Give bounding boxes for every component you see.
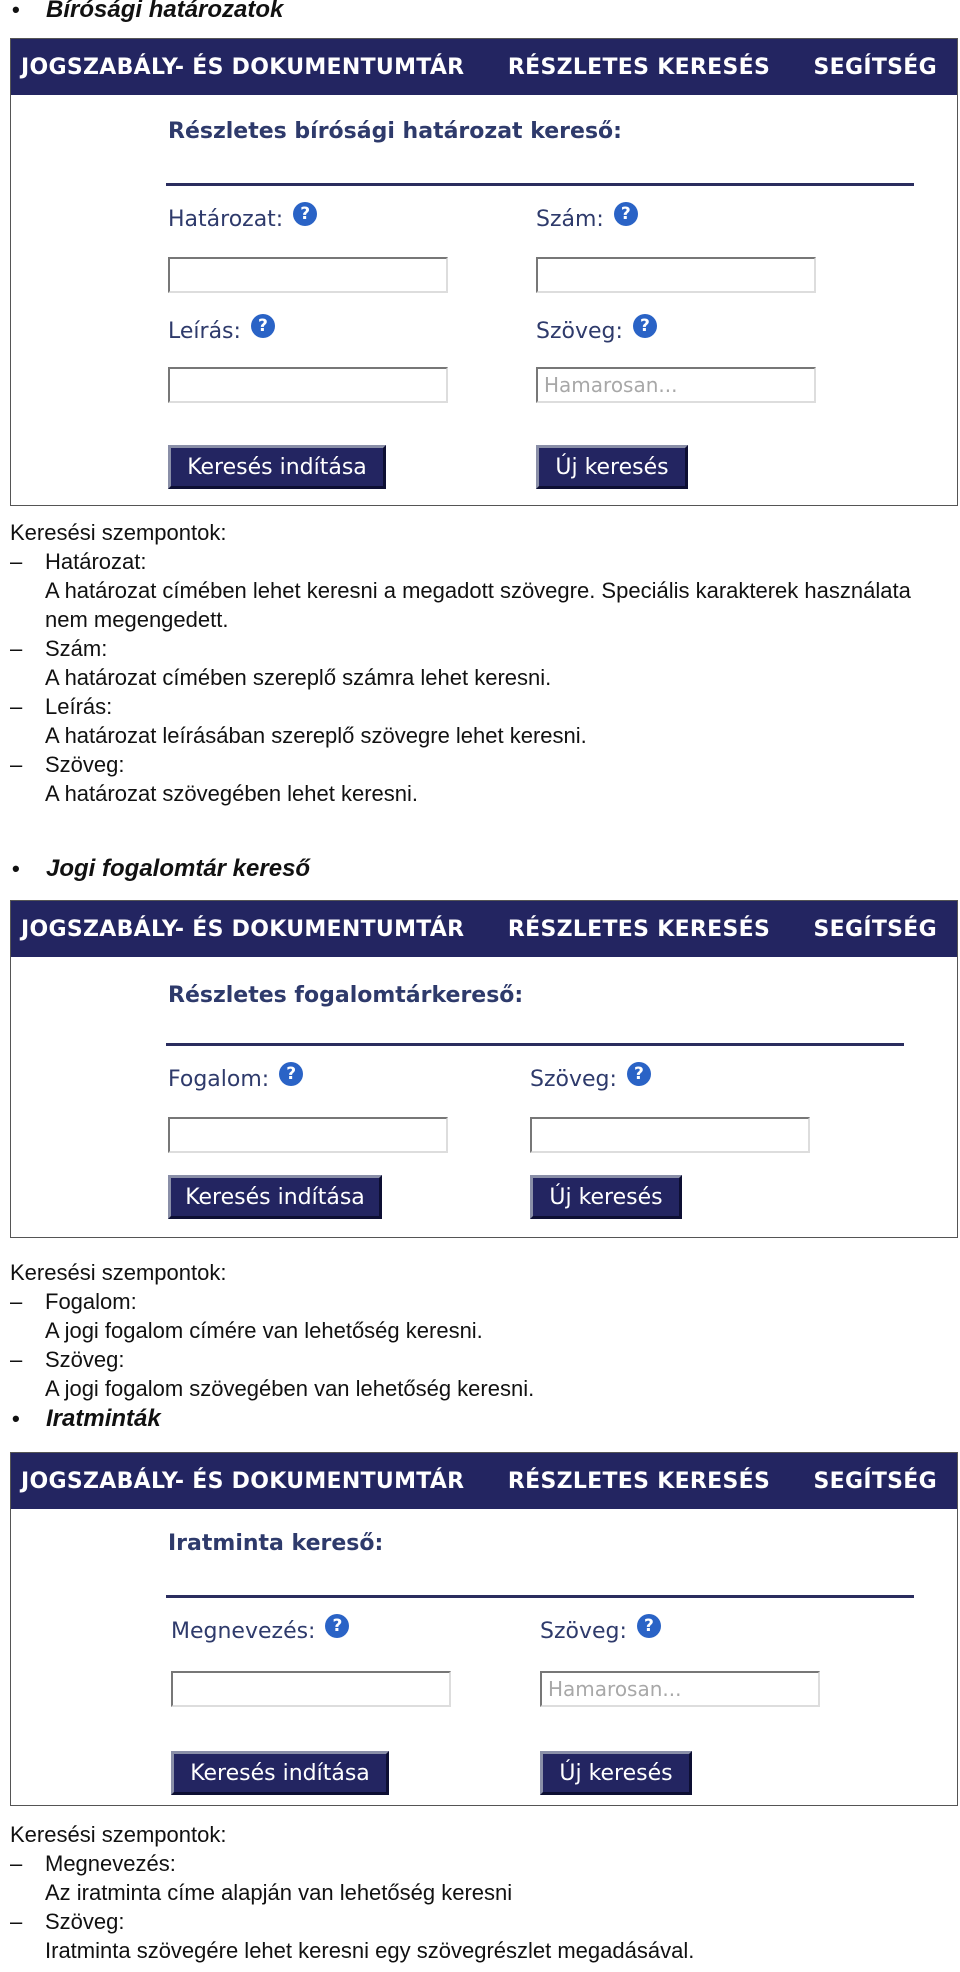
nav-item-advanced-search[interactable]: RÉSZLETES KERESÉS	[507, 1468, 771, 1494]
concept-input[interactable]	[168, 1117, 448, 1153]
label-text-text: Szöveg:	[530, 1067, 617, 1092]
nav-item-document-library[interactable]: JOGSZABÁLY- ÉS DOKUMENTUMTÁR	[21, 916, 465, 942]
help-icon[interactable]: ?	[279, 1062, 303, 1086]
label-text-text: Szöveg:	[536, 319, 623, 344]
criterion-name: – Szám:	[0, 634, 945, 663]
search-button[interactable]: Keresés indítása	[168, 1175, 382, 1219]
label-name-text: Megnevezés:	[171, 1619, 316, 1644]
section-title: Bírósági határozatok	[46, 0, 284, 23]
section-heading-court-decisions	[12, 0, 283, 24]
section-title: Jogi fogalomtár kereső	[46, 855, 311, 882]
divider	[166, 1595, 914, 1598]
search-button[interactable]: Keresés indítása	[168, 445, 386, 489]
search-button[interactable]: Keresés indítása	[171, 1751, 389, 1795]
top-navigation-bar	[11, 1453, 957, 1509]
help-icon[interactable]: ?	[633, 314, 657, 338]
decision-input[interactable]	[168, 257, 448, 293]
label-decision-text: Határozat:	[168, 207, 284, 232]
label-description-text: Leírás:	[168, 319, 241, 344]
criteria-heading: Keresési szempontok:	[10, 1822, 227, 1847]
label-concept-text: Fogalom:	[168, 1067, 270, 1092]
text-input[interactable]	[540, 1671, 820, 1707]
new-search-button[interactable]: Új keresés	[536, 445, 688, 489]
criterion-name: – Szöveg:	[0, 1907, 945, 1936]
label-name	[171, 1615, 349, 1644]
top-navigation-bar	[11, 901, 957, 957]
form-title: Részletes bírósági határozat kereső:	[168, 119, 622, 144]
help-icon[interactable]: ?	[627, 1062, 651, 1086]
label-description	[168, 315, 275, 344]
criterion-name: – Megnevezés:	[0, 1849, 945, 1878]
label-number	[536, 203, 638, 232]
nav-item-help[interactable]: SEGÍTSÉG	[813, 1468, 937, 1494]
search-criteria-list	[0, 1258, 945, 1403]
nav-item-help[interactable]: SEGÍTSÉG	[813, 916, 937, 942]
form-title: Iratminta kereső:	[168, 1531, 384, 1556]
criterion-description: A jogi fogalom címére van lehetőség keresni.	[45, 1318, 483, 1343]
label-decision	[168, 203, 317, 232]
section-title: Iratminták	[46, 1405, 161, 1432]
criteria-heading: Keresési szempontok:	[10, 520, 227, 545]
name-input[interactable]	[171, 1671, 451, 1707]
text-input[interactable]	[530, 1117, 810, 1153]
criterion-description: A határozat szövegében lehet keresni.	[45, 781, 419, 806]
criterion-description: Az iratminta címe alapján van lehetőség keresni	[45, 1880, 513, 1905]
description-input[interactable]	[168, 367, 448, 403]
help-icon[interactable]: ?	[293, 202, 317, 226]
nav-item-advanced-search[interactable]: RÉSZLETES KERESÉS	[507, 54, 771, 80]
criterion-description: A határozat címében szereplő számra lehet keresni.	[45, 665, 552, 690]
label-text	[540, 1615, 661, 1644]
criterion-description: A határozat leírásában szereplő szövegre lehet keresni.	[45, 723, 587, 748]
help-icon[interactable]: ?	[637, 1614, 661, 1638]
label-text	[536, 315, 657, 344]
divider	[166, 183, 914, 186]
section-heading-document-templates	[12, 1405, 161, 1433]
bullet-icon: •	[12, 1406, 20, 1431]
number-input[interactable]	[536, 257, 816, 293]
nav-item-advanced-search[interactable]: RÉSZLETES KERESÉS	[507, 916, 771, 942]
help-icon[interactable]: ?	[325, 1614, 349, 1638]
help-icon[interactable]: ?	[614, 202, 638, 226]
label-text-text: Szöveg:	[540, 1619, 627, 1644]
glossary-search-panel	[10, 900, 958, 1238]
template-search-panel	[10, 1452, 958, 1806]
divider	[166, 1043, 904, 1046]
nav-item-document-library[interactable]: JOGSZABÁLY- ÉS DOKUMENTUMTÁR	[21, 54, 465, 80]
criteria-heading: Keresési szempontok:	[10, 1260, 227, 1285]
criterion-name: – Határozat:	[0, 547, 945, 576]
search-criteria-list	[0, 1820, 945, 1965]
label-text	[530, 1063, 651, 1092]
search-criteria-list	[0, 518, 945, 808]
new-search-button[interactable]: Új keresés	[540, 1751, 692, 1795]
criterion-description: A határozat címében lehet keresni a megadott szövegre. Speciális karakterek használata nem megengedett.	[45, 578, 911, 632]
bullet-icon: •	[12, 0, 20, 22]
criterion-name: – Szöveg:	[0, 1345, 945, 1374]
criterion-description: A jogi fogalom szövegében van lehetőség keresni.	[45, 1376, 535, 1401]
nav-item-help[interactable]: SEGÍTSÉG	[813, 54, 937, 80]
court-decision-search-panel	[10, 38, 958, 506]
text-input[interactable]	[536, 367, 816, 403]
criterion-name: – Szöveg:	[0, 750, 945, 779]
top-navigation-bar	[11, 39, 957, 95]
criterion-name: – Fogalom:	[0, 1287, 945, 1316]
criterion-description: Iratminta szövegére lehet keresni egy szövegrészlet megadásával.	[45, 1938, 695, 1963]
section-heading-legal-glossary	[12, 855, 310, 883]
criterion-name: – Leírás:	[0, 692, 945, 721]
bullet-icon: •	[12, 856, 20, 881]
label-concept	[168, 1063, 303, 1092]
help-icon[interactable]: ?	[251, 314, 275, 338]
new-search-button[interactable]: Új keresés	[530, 1175, 682, 1219]
label-number-text: Szám:	[536, 207, 604, 232]
form-title: Részletes fogalomtárkereső:	[168, 983, 524, 1008]
nav-item-document-library[interactable]: JOGSZABÁLY- ÉS DOKUMENTUMTÁR	[21, 1468, 465, 1494]
